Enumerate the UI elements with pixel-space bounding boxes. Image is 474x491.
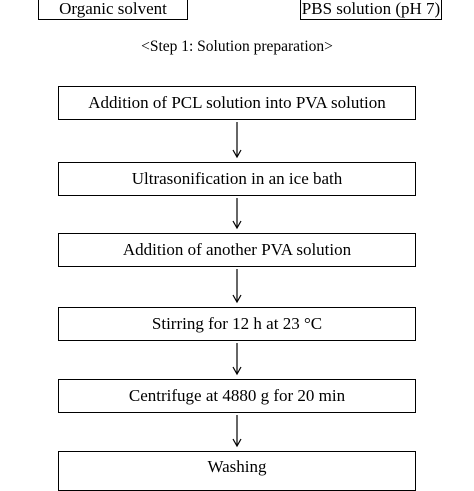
- organic-solvent-label: Organic solvent: [59, 0, 167, 18]
- step-ultrasonification-label: Ultrasonification in an ice bath: [131, 169, 343, 188]
- arrow-3-4: [233, 269, 241, 302]
- arrow-5-6: [233, 415, 241, 446]
- arrow-2-3: [233, 198, 241, 228]
- arrow-1-2: [233, 122, 241, 157]
- pbs-solution-label: PBS solution (pH 7): [301, 0, 441, 18]
- step-addition-pva-label: Addition of another PVA solution: [122, 240, 352, 259]
- step-stirring-label: Stirring for 12 h at 23 °C: [151, 314, 323, 333]
- step-addition-pcl-label: Addition of PCL solution into PVA solution: [88, 93, 386, 112]
- step-washing-label: Washing: [207, 457, 267, 476]
- step-title: <Step 1: Solution preparation>: [141, 38, 333, 55]
- arrow-4-5: [233, 343, 241, 374]
- step-centrifuge-label: Centrifuge at 4880 g for 20 min: [128, 386, 346, 405]
